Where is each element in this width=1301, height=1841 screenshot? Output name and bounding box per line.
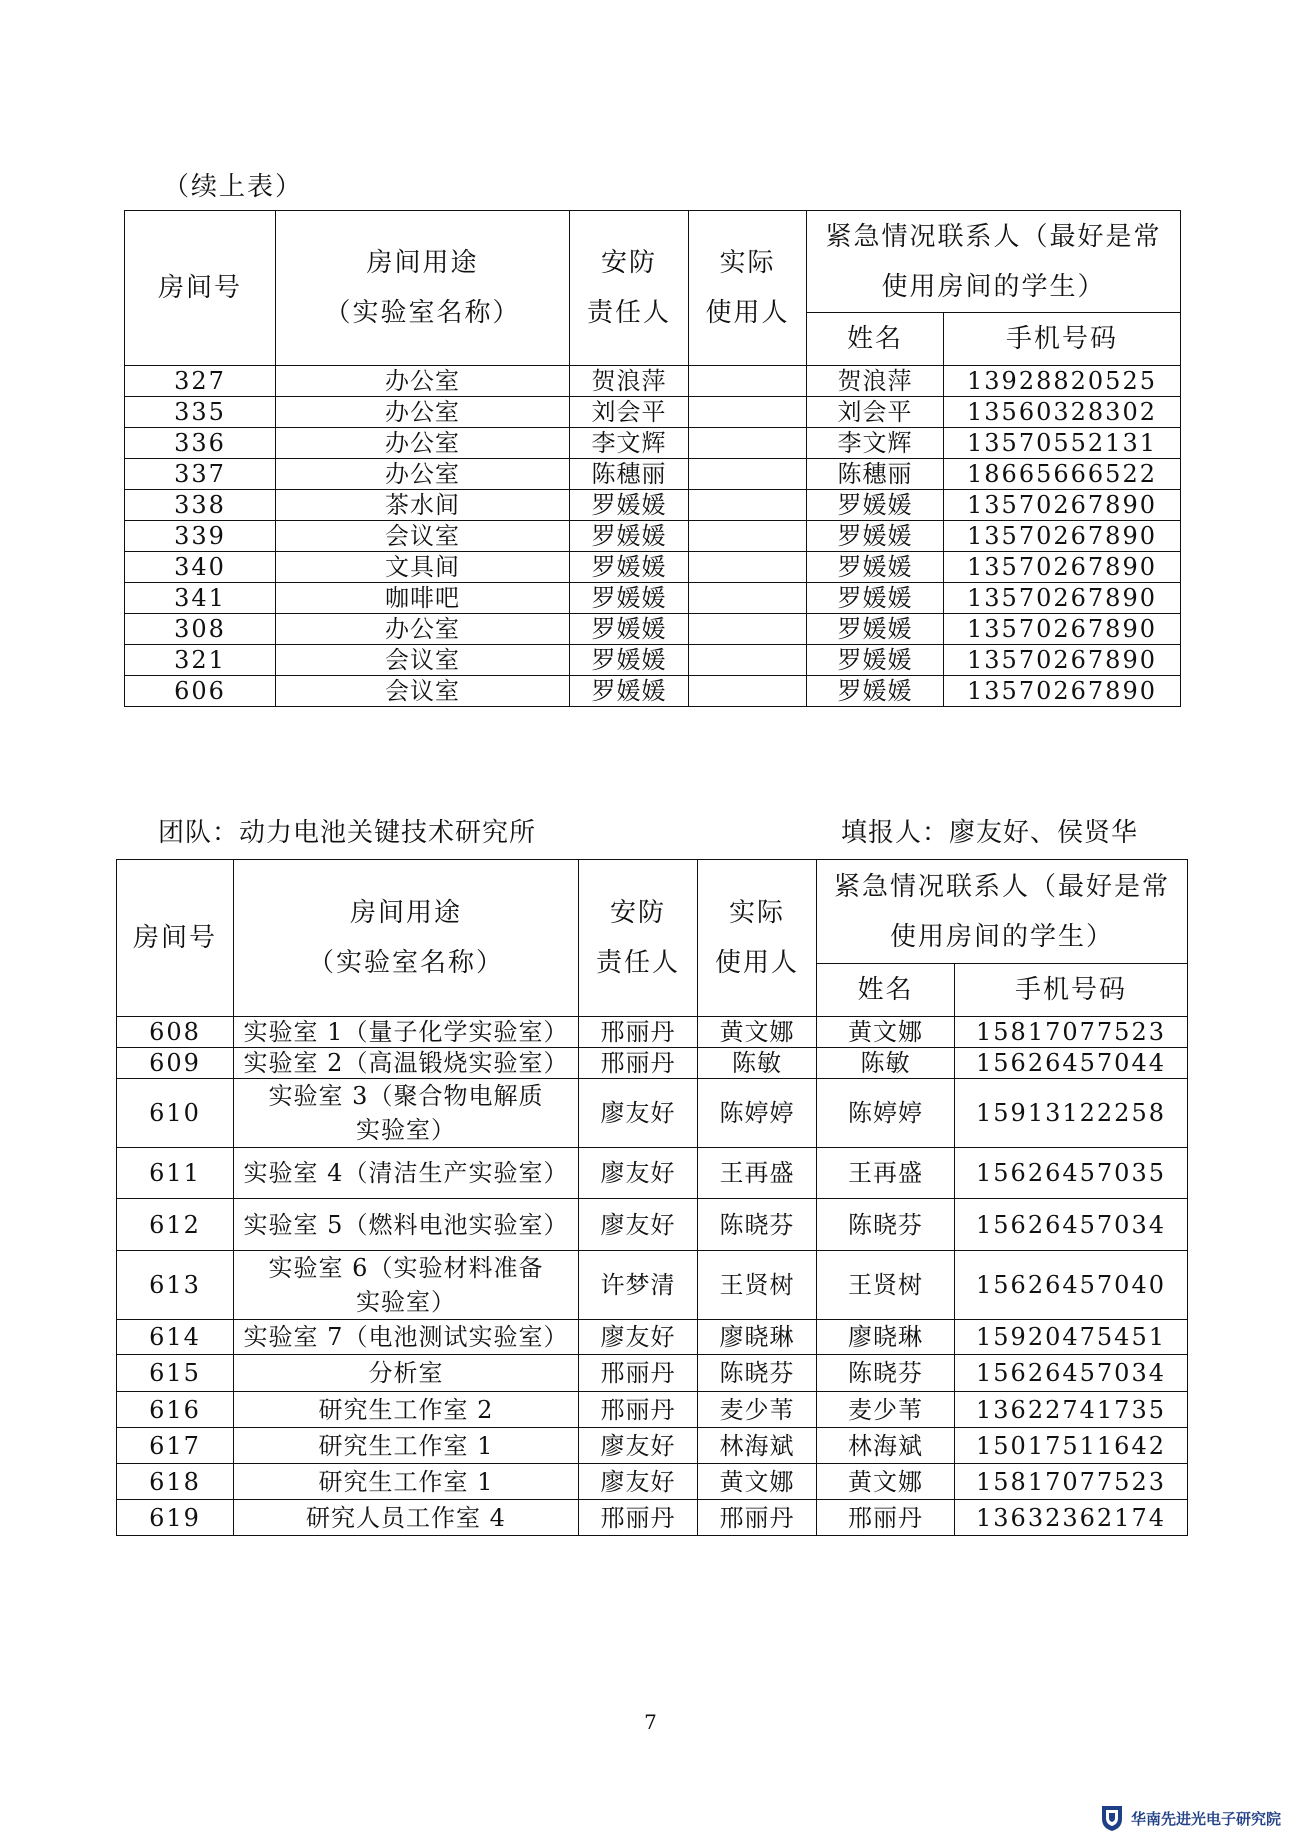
room-purpose-line1: 实验室 3（聚合物电解质 [268, 1082, 544, 1110]
room-table-continued-body [125, 211, 1181, 707]
room-purpose-line1: 研究人员工作室 4 [306, 1503, 506, 1532]
security-person-cell: 罗媛媛 [570, 614, 689, 645]
table-row [117, 1392, 1188, 1428]
contact-phone-cell: 15817077523 [955, 1017, 1188, 1048]
security-person-cell: 廖友好 [579, 1464, 698, 1500]
header-contact-phone: 手机号码 [955, 964, 1188, 1017]
room-purpose-line2: 实验室） [356, 1288, 456, 1316]
header-security-line2: 责任人 [595, 948, 680, 978]
header-emergency-line2: 使用房间的学生） [881, 271, 1106, 302]
room-purpose-cell [234, 1500, 579, 1536]
contact-phone-cell: 15920475451 [955, 1320, 1188, 1355]
actual-user-cell: 陈晓芬 [698, 1355, 817, 1392]
security-person-cell: 罗媛媛 [570, 676, 689, 707]
table-row [117, 1079, 1188, 1148]
actual-user-cell [689, 614, 807, 645]
header-security-line1: 安防 [609, 898, 666, 928]
room-number-cell: 336 [125, 428, 276, 459]
table-row [125, 676, 1181, 707]
room-purpose-cell: 办公室 [276, 614, 570, 645]
contact-name-cell: 王再盛 [817, 1148, 955, 1199]
room-purpose-line1: 分析室 [368, 1359, 444, 1387]
actual-user-cell: 林海斌 [698, 1428, 817, 1464]
security-person-cell: 廖友好 [579, 1320, 698, 1355]
table-row [125, 552, 1181, 583]
room-table-power-battery [116, 859, 1188, 1536]
actual-user-cell: 麦少苇 [698, 1392, 817, 1428]
actual-user-cell [689, 521, 807, 552]
room-purpose-line1: 实验室 2（高温锻烧实验室） [243, 1049, 569, 1077]
contact-name-cell: 麦少苇 [817, 1392, 955, 1428]
room-number-cell: 340 [125, 552, 276, 583]
security-person-cell: 贺浪萍 [570, 366, 689, 397]
room-purpose-line1: 研究生工作室 1 [318, 1431, 494, 1460]
security-person-cell: 邢丽丹 [579, 1048, 698, 1079]
table-row [117, 1464, 1188, 1500]
room-purpose-cell [234, 1048, 579, 1079]
contact-phone-cell: 13570267890 [944, 645, 1181, 676]
header-room-no: 房间号 [117, 860, 234, 1017]
reporter-label: 填报人：廖友好、侯贤华 [840, 818, 1138, 848]
table-row [125, 490, 1181, 521]
room-purpose-cell: 茶水间 [276, 490, 570, 521]
institute-logo-text: 华南先进光电子研究院 [1130, 1809, 1281, 1828]
contact-name-cell: 罗媛媛 [807, 583, 944, 614]
room-purpose-line1: 实验室 7（电池测试实验室） [243, 1323, 569, 1351]
header-emergency-contact [807, 211, 1181, 313]
header-actual-user [689, 211, 807, 366]
header-purpose-line1: 房间用途 [366, 248, 479, 278]
room-number-cell: 612 [117, 1199, 234, 1251]
security-person-cell: 廖友好 [579, 1199, 698, 1251]
room-purpose-cell [234, 1199, 579, 1251]
contact-phone-cell: 13622741735 [955, 1392, 1188, 1428]
room-number-cell: 609 [117, 1048, 234, 1079]
security-person-cell: 邢丽丹 [579, 1500, 698, 1536]
contact-name-cell: 黄文娜 [817, 1017, 955, 1048]
security-person-cell: 邢丽丹 [579, 1355, 698, 1392]
security-person-cell: 罗媛媛 [570, 583, 689, 614]
room-number-cell: 606 [125, 676, 276, 707]
room-number-cell: 327 [125, 366, 276, 397]
table-row [117, 1355, 1188, 1392]
contact-name-cell: 陈穗丽 [807, 459, 944, 490]
security-person-cell: 罗媛媛 [570, 490, 689, 521]
contact-name-cell: 陈敏 [817, 1048, 955, 1079]
header-security [570, 211, 689, 366]
actual-user-cell: 陈婷婷 [698, 1079, 817, 1148]
page-number: 7 [644, 1710, 657, 1734]
contact-phone-cell: 13570267890 [944, 552, 1181, 583]
header-purpose-line1: 房间用途 [349, 898, 462, 928]
header-contact-name: 姓名 [817, 964, 955, 1017]
contact-phone-cell: 15626457040 [955, 1251, 1188, 1320]
room-purpose-cell [234, 1017, 579, 1048]
contact-phone-cell: 15017511642 [955, 1428, 1188, 1464]
room-purpose-cell [234, 1079, 579, 1148]
room-number-cell: 611 [117, 1148, 234, 1199]
contact-name-cell: 陈晓芬 [817, 1355, 955, 1392]
table-row [117, 1500, 1188, 1536]
room-purpose-cell [234, 1428, 579, 1464]
room-purpose-cell [234, 1148, 579, 1199]
room-table-power-battery-body [117, 860, 1188, 1536]
room-purpose-cell [234, 1392, 579, 1428]
room-purpose-cell [234, 1464, 579, 1500]
contact-name-cell: 罗媛媛 [807, 676, 944, 707]
security-person-cell: 廖友好 [579, 1428, 698, 1464]
contact-phone-cell: 13570267890 [944, 676, 1181, 707]
contact-name-cell: 陈婷婷 [817, 1079, 955, 1148]
room-purpose-cell: 会议室 [276, 676, 570, 707]
room-purpose-line1: 实验室 5（燃料电池实验室） [243, 1210, 569, 1239]
room-number-cell: 614 [117, 1320, 234, 1355]
contact-phone-cell: 13570267890 [944, 490, 1181, 521]
actual-user-cell: 廖晓琳 [698, 1320, 817, 1355]
room-number-cell: 308 [125, 614, 276, 645]
actual-user-cell [689, 490, 807, 521]
table-header-row [125, 211, 1181, 313]
room-number-cell: 619 [117, 1500, 234, 1536]
contact-phone-cell: 15913122258 [955, 1079, 1188, 1148]
contact-name-cell: 王贤树 [817, 1251, 955, 1320]
security-person-cell: 刘会平 [570, 397, 689, 428]
contact-phone-cell: 15626457034 [955, 1199, 1188, 1251]
contact-phone-cell: 13560328302 [944, 397, 1181, 428]
table-row [125, 614, 1181, 645]
header-contact-name: 姓名 [807, 313, 944, 366]
header-emergency-line2: 使用房间的学生） [890, 921, 1115, 952]
actual-user-cell: 邢丽丹 [698, 1500, 817, 1536]
header-purpose-line2: （实验室名称） [307, 948, 504, 978]
room-purpose-line1: 实验室 1（量子化学实验室） [243, 1018, 569, 1046]
room-number-cell: 616 [117, 1392, 234, 1428]
header-purpose [276, 211, 570, 366]
header-purpose [234, 860, 579, 1017]
table-row [125, 366, 1181, 397]
room-number-cell: 339 [125, 521, 276, 552]
room-number-cell: 608 [117, 1017, 234, 1048]
room-purpose-cell: 办公室 [276, 366, 570, 397]
actual-user-cell [689, 676, 807, 707]
header-security-line1: 安防 [600, 248, 657, 278]
contact-name-cell: 罗媛媛 [807, 645, 944, 676]
actual-user-cell: 王再盛 [698, 1148, 817, 1199]
actual-user-cell [689, 552, 807, 583]
header-security [579, 860, 698, 1017]
contact-phone-cell: 13632362174 [955, 1500, 1188, 1536]
contact-name-cell: 李文辉 [807, 428, 944, 459]
header-user-line2: 使用人 [714, 948, 799, 978]
table-row [125, 645, 1181, 676]
contact-phone-cell: 15626457034 [955, 1355, 1188, 1392]
room-purpose-cell: 会议室 [276, 645, 570, 676]
contact-name-cell: 黄文娜 [817, 1464, 955, 1500]
actual-user-cell: 王贤树 [698, 1251, 817, 1320]
actual-user-cell: 陈敏 [698, 1048, 817, 1079]
security-person-cell: 廖友好 [579, 1079, 698, 1148]
room-number-cell: 321 [125, 645, 276, 676]
contact-phone-cell: 15817077523 [955, 1464, 1188, 1500]
room-purpose-line2: 实验室） [356, 1116, 456, 1144]
contact-phone-cell: 15626457035 [955, 1148, 1188, 1199]
actual-user-cell: 黄文娜 [698, 1464, 817, 1500]
security-person-cell: 邢丽丹 [579, 1017, 698, 1048]
table-row [117, 1199, 1188, 1251]
table-row [125, 521, 1181, 552]
room-number-cell: 335 [125, 397, 276, 428]
contact-name-cell: 罗媛媛 [807, 490, 944, 521]
table-row [117, 1048, 1188, 1079]
room-number-cell: 617 [117, 1428, 234, 1464]
actual-user-cell [689, 366, 807, 397]
team-info-line [158, 812, 1138, 849]
room-purpose-cell: 办公室 [276, 459, 570, 490]
team-label: 团队：动力电池关键技术研究所 [158, 818, 537, 848]
contact-name-cell: 廖晓琳 [817, 1320, 955, 1355]
header-security-line2: 责任人 [586, 298, 671, 328]
contact-name-cell: 贺浪萍 [807, 366, 944, 397]
table-header-row [117, 860, 1188, 964]
room-number-cell: 615 [117, 1355, 234, 1392]
header-room-no: 房间号 [125, 211, 276, 366]
contact-phone-cell: 13570267890 [944, 614, 1181, 645]
continued-table-label: （续上表） [163, 172, 304, 202]
header-contact-phone: 手机号码 [944, 313, 1181, 366]
table-row [117, 1017, 1188, 1048]
contact-name-cell: 罗媛媛 [807, 521, 944, 552]
room-purpose-line1: 实验室 6（实验材料准备 [268, 1254, 544, 1282]
contact-phone-cell: 13570267890 [944, 583, 1181, 614]
actual-user-cell: 陈晓芬 [698, 1199, 817, 1251]
contact-name-cell: 陈晓芬 [817, 1199, 955, 1251]
actual-user-cell [689, 397, 807, 428]
room-purpose-line1: 研究生工作室 1 [318, 1467, 494, 1496]
room-purpose-line1: 实验室 4（清洁生产实验室） [243, 1159, 569, 1187]
room-purpose-cell: 文具间 [276, 552, 570, 583]
table-row [125, 459, 1181, 490]
header-user-line2: 使用人 [705, 298, 790, 328]
room-purpose-cell: 咖啡吧 [276, 583, 570, 614]
contact-phone-cell: 15626457044 [955, 1048, 1188, 1079]
table-row [117, 1428, 1188, 1464]
security-person-cell: 李文辉 [570, 428, 689, 459]
contact-name-cell: 刘会平 [807, 397, 944, 428]
contact-phone-cell: 13570552131 [944, 428, 1181, 459]
actual-user-cell [689, 645, 807, 676]
room-number-cell: 341 [125, 583, 276, 614]
room-number-cell: 338 [125, 490, 276, 521]
header-emergency-contact [817, 860, 1188, 964]
room-number-cell: 337 [125, 459, 276, 490]
institute-emblem-icon [1099, 1804, 1125, 1832]
room-number-cell: 618 [117, 1464, 234, 1500]
contact-name-cell: 罗媛媛 [807, 614, 944, 645]
table-row [125, 583, 1181, 614]
room-number-cell: 610 [117, 1079, 234, 1148]
room-purpose-cell: 办公室 [276, 428, 570, 459]
contact-phone-cell: 13928820525 [944, 366, 1181, 397]
actual-user-cell [689, 459, 807, 490]
actual-user-cell [689, 583, 807, 614]
table-row [125, 428, 1181, 459]
room-purpose-cell [234, 1320, 579, 1355]
header-emergency-line1: 紧急情况联系人（最好是常 [825, 221, 1162, 252]
actual-user-cell [689, 428, 807, 459]
security-person-cell: 陈穗丽 [570, 459, 689, 490]
table-row [117, 1148, 1188, 1199]
table-row [117, 1251, 1188, 1320]
security-person-cell: 罗媛媛 [570, 521, 689, 552]
contact-name-cell: 邢丽丹 [817, 1500, 955, 1536]
header-user-line1: 实际 [728, 898, 785, 928]
security-person-cell: 许梦清 [579, 1251, 698, 1320]
actual-user-cell: 黄文娜 [698, 1017, 817, 1048]
room-purpose-line1: 研究生工作室 2 [318, 1395, 494, 1424]
header-purpose-line2: （实验室名称） [324, 298, 521, 328]
contact-name-cell: 林海斌 [817, 1428, 955, 1464]
room-purpose-cell: 办公室 [276, 397, 570, 428]
table-row [117, 1320, 1188, 1355]
header-emergency-line1: 紧急情况联系人（最好是常 [834, 871, 1171, 902]
security-person-cell: 邢丽丹 [579, 1392, 698, 1428]
room-purpose-cell [234, 1251, 579, 1320]
contact-phone-cell: 18665666522 [944, 459, 1181, 490]
table-row [125, 397, 1181, 428]
header-user-line1: 实际 [719, 248, 776, 278]
security-person-cell: 廖友好 [579, 1148, 698, 1199]
security-person-cell: 罗媛媛 [570, 645, 689, 676]
room-purpose-cell: 会议室 [276, 521, 570, 552]
contact-name-cell: 罗媛媛 [807, 552, 944, 583]
room-purpose-cell [234, 1355, 579, 1392]
institute-logo [1099, 1803, 1281, 1833]
contact-phone-cell: 13570267890 [944, 521, 1181, 552]
header-actual-user [698, 860, 817, 1017]
security-person-cell: 罗媛媛 [570, 552, 689, 583]
room-table-continued [124, 210, 1181, 707]
room-number-cell: 613 [117, 1251, 234, 1320]
